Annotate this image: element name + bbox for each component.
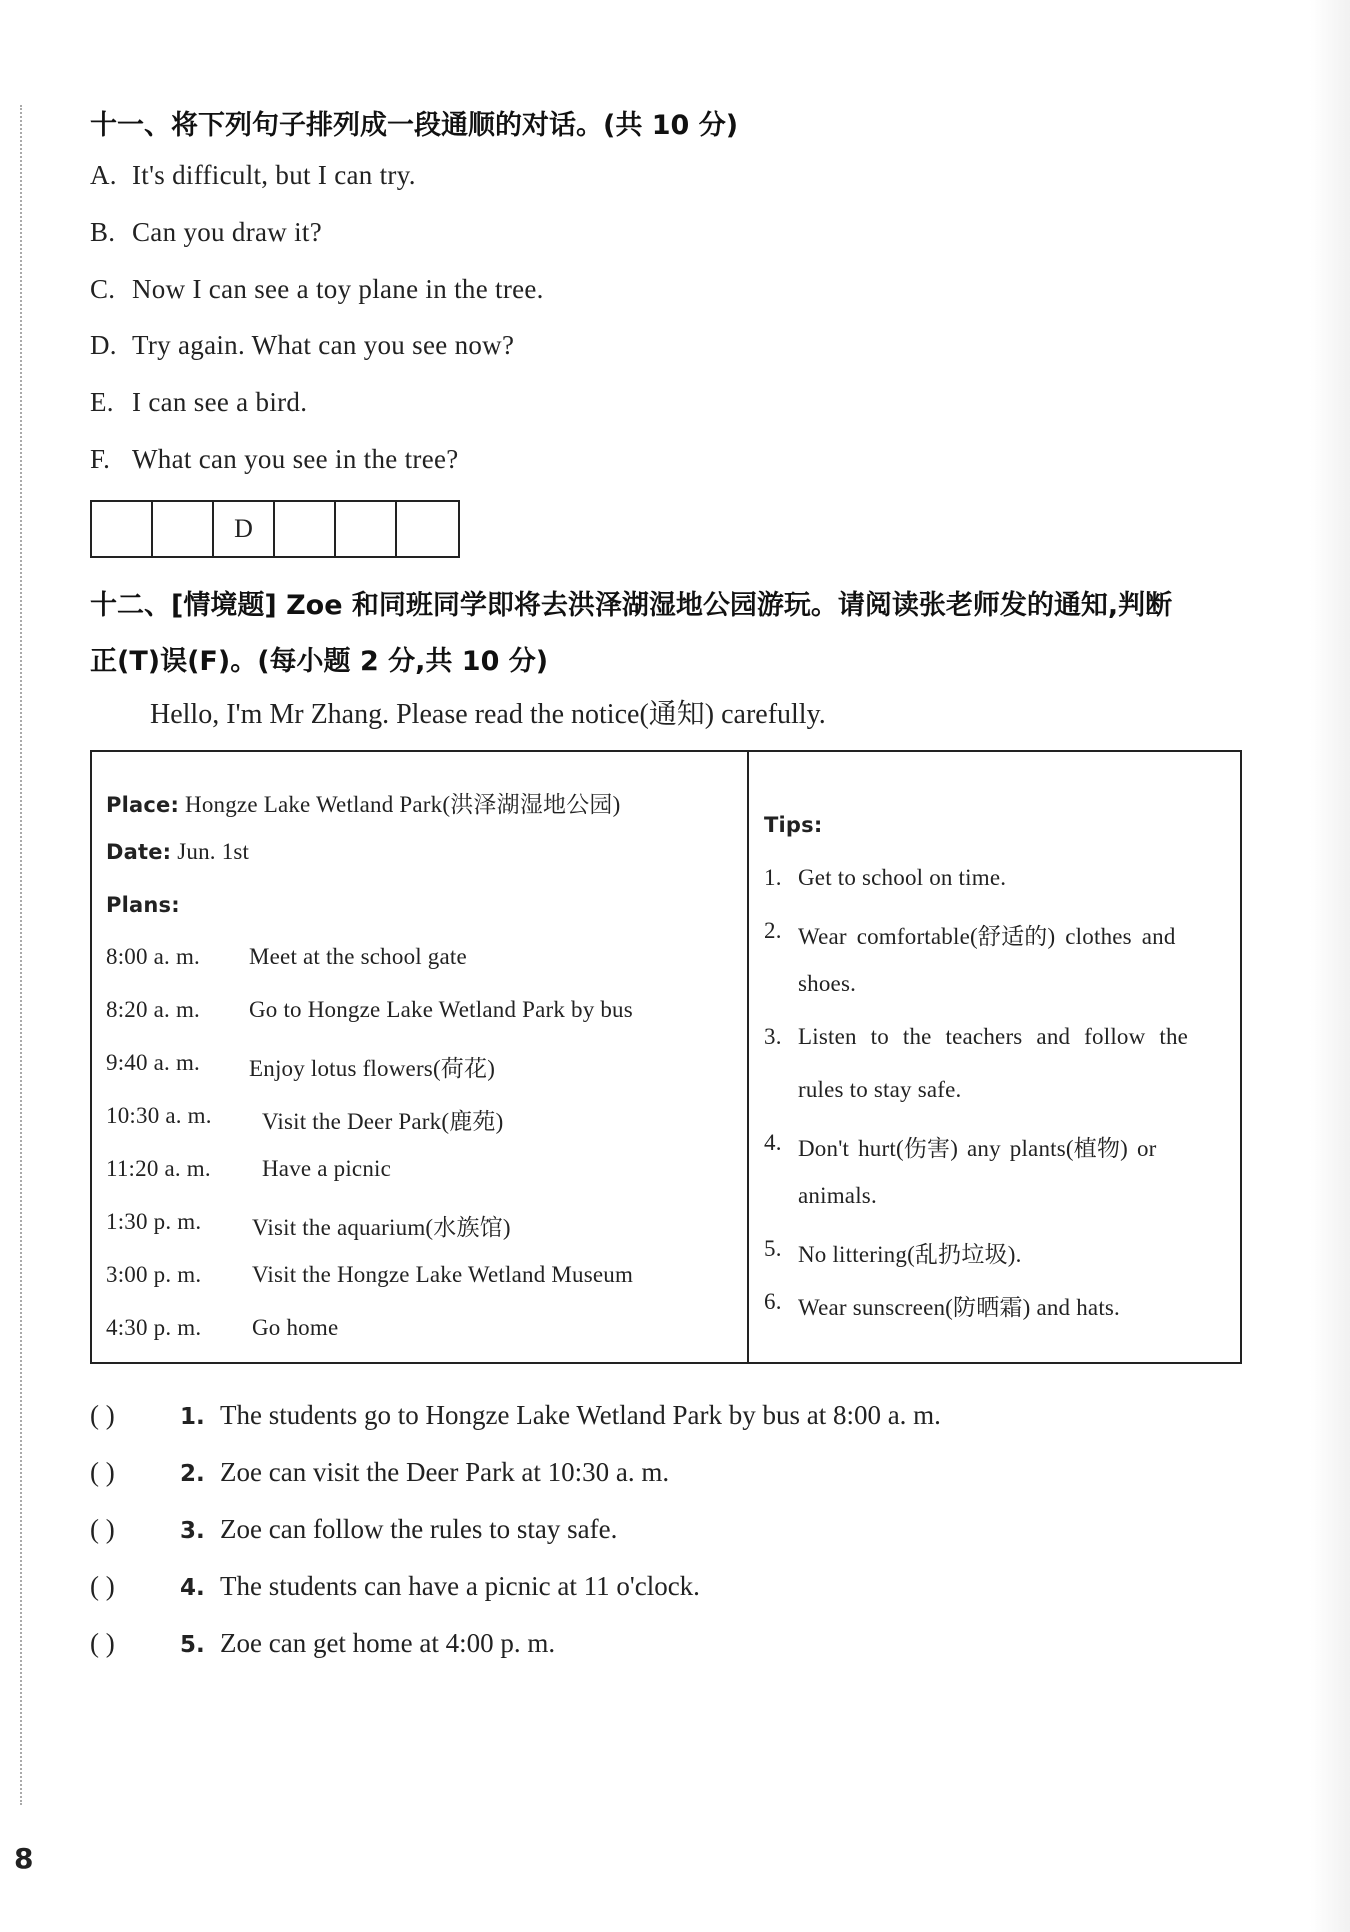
statement-text: The students can have a picnic at 11 o'clock. (220, 1571, 700, 1601)
notice-place (106, 786, 621, 819)
option-text: I can see a bird. (132, 387, 308, 417)
plan-time: 10:30 a. m. (106, 1103, 212, 1128)
page-number: 8 (14, 1842, 34, 1875)
statement-2 (90, 1457, 669, 1488)
tip-number: 1. (764, 865, 782, 890)
tip-text-continued: rules to stay safe. (798, 1077, 962, 1102)
plan-activity: Visit the aquarium(水族馆) (252, 1215, 511, 1240)
option-letter: B. (90, 217, 116, 247)
tip-text: Wear comfortable(舒适的) clothes and (798, 924, 1176, 949)
plan-activity: Go home (252, 1315, 339, 1340)
statement-number: 3. (180, 1518, 205, 1544)
plan-activity: Meet at the school gate (249, 944, 467, 969)
tip-text: Wear sunscreen(防晒霜) and hats. (798, 1295, 1121, 1320)
tip-text: Listen to the teachers and follow the (798, 1024, 1189, 1049)
option-text: It's difficult, but I can try. (132, 160, 416, 190)
plan-activity: Have a picnic (262, 1156, 392, 1181)
plan-time: 11:20 a. m. (106, 1156, 211, 1181)
answer-box[interactable] (92, 502, 153, 556)
statement-text: Zoe can get home at 4:00 p. m. (220, 1628, 556, 1658)
statement-text: Zoe can visit the Deer Park at 10:30 a. m. (220, 1457, 670, 1487)
statement-text: The students go to Hongze Lake Wetland Park by bus at 8:00 a. m. (220, 1400, 941, 1430)
statement-number: 5. (180, 1632, 205, 1658)
answer-box[interactable] (153, 502, 214, 556)
option-b (90, 217, 322, 248)
tip-text: No littering(乱扔垃圾). (798, 1242, 1022, 1267)
answer-blank[interactable]: ( ) (90, 1571, 115, 1601)
statement-1 (90, 1400, 941, 1431)
tip-text-continued: animals. (798, 1183, 877, 1208)
tip-number: 4. (764, 1130, 782, 1155)
plan-time: 1:30 p. m. (106, 1209, 202, 1234)
plan-time: 8:00 a. m. (106, 944, 200, 969)
notice-date (106, 839, 249, 865)
plan-time: 4:30 p. m. (106, 1315, 202, 1340)
notice-tips-label (764, 812, 822, 838)
place-value: Hongze Lake Wetland Park(洪泽湖湿地公园) (185, 792, 621, 817)
option-text: What can you see in the tree? (132, 444, 459, 474)
answer-blank[interactable]: ( ) (90, 1400, 115, 1430)
plans-label: Plans: (106, 893, 180, 917)
option-e (90, 387, 307, 418)
tip-number: 3. (764, 1024, 782, 1049)
notice-plans-label (106, 892, 180, 918)
tip-text: Get to school on time. (798, 865, 1007, 890)
statement-4 (90, 1571, 700, 1602)
option-letter: E. (90, 387, 114, 417)
plan-activity: Visit the Hongze Lake Wetland Museum (252, 1262, 634, 1287)
option-letter: C. (90, 274, 116, 304)
tip-text-continued: shoes. (798, 971, 857, 996)
plan-activity: Enjoy lotus flowers(荷花) (249, 1056, 496, 1081)
statement-text: Zoe can follow the rules to stay safe. (220, 1514, 618, 1544)
statement-number: 4. (180, 1575, 205, 1601)
answer-box[interactable] (336, 502, 397, 556)
plan-activity: Go to Hongze Lake Wetland Park by bus (249, 997, 633, 1022)
option-text: Try again. What can you see now? (132, 330, 515, 360)
section-12-title-line-2: 正(T)误(F)。(每小题 2 分,共 10 分) (90, 646, 549, 677)
statement-number: 1. (180, 1404, 205, 1430)
notice-intro: Hello, I'm Mr Zhang. Please read the notice(通知) carefully. (150, 699, 826, 730)
answer-box-row (90, 500, 460, 558)
statement-number: 2. (180, 1461, 205, 1487)
option-c (90, 274, 544, 305)
tips-label: Tips: (764, 813, 823, 837)
answer-blank[interactable]: ( ) (90, 1514, 115, 1544)
option-text: Can you draw it? (132, 217, 323, 247)
page-edge-shade (1310, 0, 1350, 1932)
binding-margin-line (20, 105, 22, 1805)
plan-time: 3:00 p. m. (106, 1262, 202, 1287)
answer-box[interactable] (397, 502, 458, 556)
notice-divider (747, 752, 749, 1362)
answer-box[interactable] (275, 502, 336, 556)
answer-blank[interactable]: ( ) (90, 1457, 115, 1487)
date-label: Date: (106, 840, 172, 864)
option-letter: D. (90, 330, 117, 360)
tip-number: 5. (764, 1236, 782, 1261)
answer-box[interactable]: D (214, 502, 275, 556)
plan-time: 9:40 a. m. (106, 1050, 200, 1075)
statement-3 (90, 1514, 617, 1545)
date-value: Jun. 1st (177, 839, 250, 864)
plan-activity: Visit the Deer Park(鹿苑) (262, 1109, 504, 1134)
tip-number: 6. (764, 1289, 782, 1314)
section-11-title: 十一、将下列句子排列成一段通顺的对话。(共 10 分) (90, 110, 739, 141)
option-letter: A. (90, 160, 117, 190)
section-12-title-line-1: 十二、[情境题] Zoe 和同班同学即将去洪泽湖湿地公园游玩。请阅读张老师发的通知,判断 (90, 590, 1173, 621)
option-letter: F. (90, 444, 111, 474)
notice-table (90, 750, 1242, 1364)
option-text: Now I can see a toy plane in the tree. (132, 274, 544, 304)
option-d (90, 330, 514, 361)
plan-time: 8:20 a. m. (106, 997, 200, 1022)
option-f (90, 444, 459, 475)
tip-number: 2. (764, 918, 782, 943)
statement-5 (90, 1628, 555, 1659)
answer-blank[interactable]: ( ) (90, 1628, 115, 1658)
option-a (90, 160, 416, 191)
place-label: Place: (106, 793, 180, 817)
tip-text: Don't hurt(伤害) any plants(植物) or (798, 1136, 1157, 1161)
